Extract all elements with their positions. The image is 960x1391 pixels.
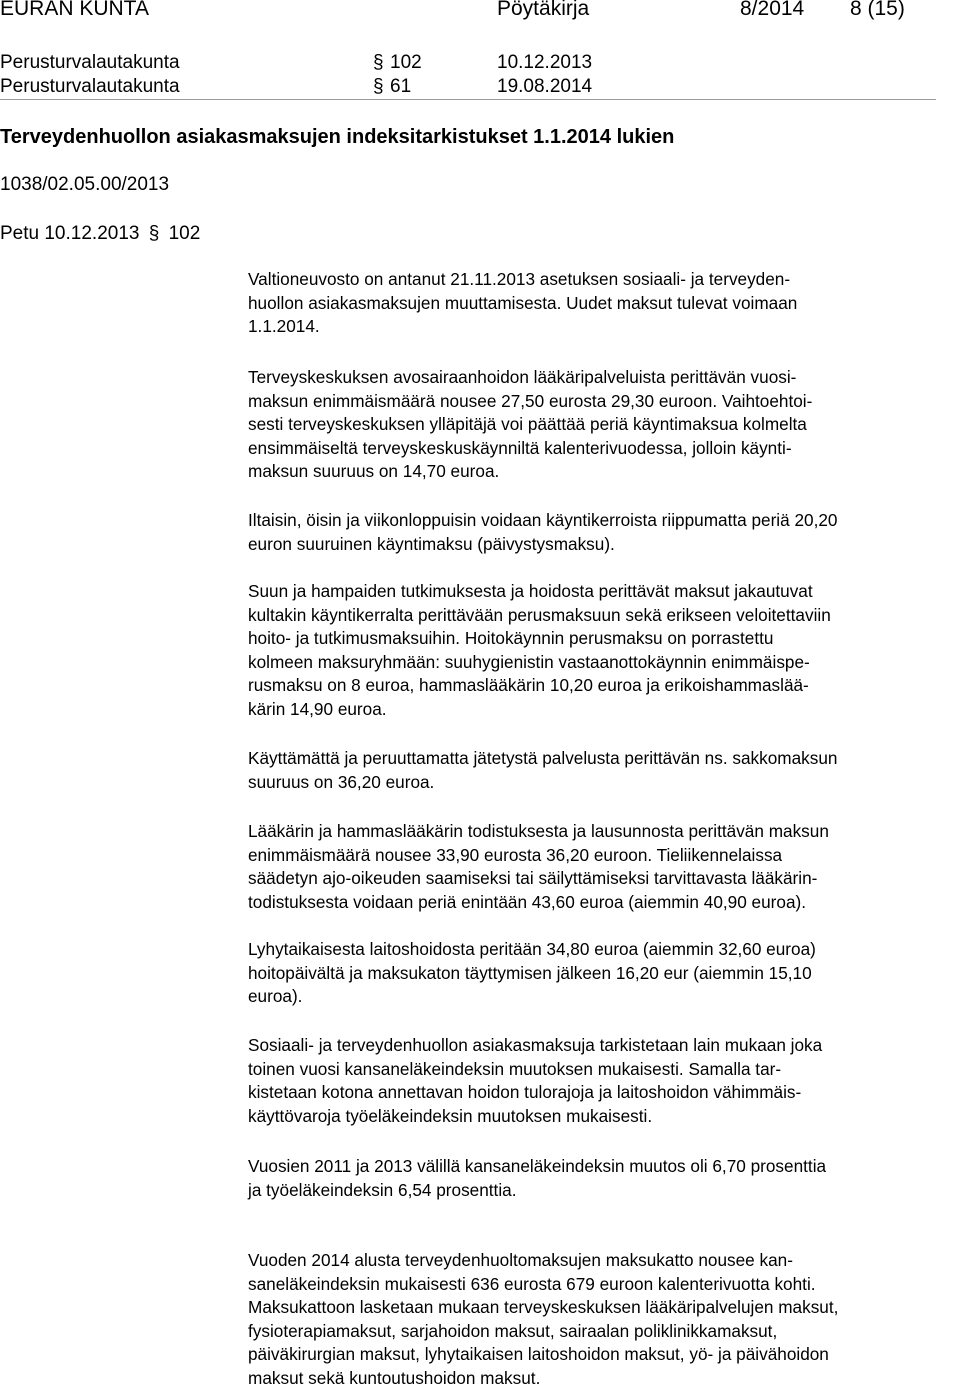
paragraph-line: käyttövaroja työeläkeindeksin muutoksen mukaisesti. — [248, 1105, 653, 1126]
paragraph-line: toinen vuosi kansaneläkeindeksin muutoksen mukaisesti. Samalla tar- — [248, 1058, 782, 1079]
paragraph-line: 1.1.2014. — [248, 316, 320, 337]
paragraph-line: euron suuruinen käyntimaksu (päivystysmaksu). — [248, 533, 615, 554]
header-divider — [0, 99, 936, 100]
paragraph-line: Terveyskeskuksen avosairaanhoidon lääkäripalveluista perittävän vuosi- — [248, 367, 797, 387]
page-number: 8 (15) — [850, 0, 905, 20]
paragraph-line: todistuksesta voidaan periä enintään 43,60 euroa (aiemmin 40,90 euroa). — [248, 891, 806, 912]
paragraph-line: kolmeen maksuryhmään: suuhygienistin vastaanottokäynnin enimmäispe- — [248, 651, 810, 672]
paragraph-line: ensimmäiseltä terveyskeskuskäynniltä kalenterivuodessa, jolloin käynti- — [248, 437, 792, 458]
paragraph-line: kistetaan kotona annettavan hoidon tulorajoja ja laitoshoidon vähimmäis- — [248, 1082, 802, 1103]
paragraph-line: Käyttämättä ja peruuttamatta jätetystä palvelusta perittävän ns. sakkomaksun — [248, 748, 838, 768]
document-type: Pöytäkirja — [497, 0, 590, 20]
paragraph-line: säädetyn ajo-oikeuden saamiseksi tai säilyttämiseksi tarvittavasta lääkärin- — [248, 868, 818, 889]
paragraph-line: Suun ja hampaiden tutkimuksesta ja hoidosta perittävät maksut jakautuvat — [248, 581, 813, 601]
previous-reference — [0, 222, 200, 246]
meeting-body: Perusturvalautakunta — [0, 76, 180, 97]
previous-reference-text: Petu 10.12.2013 — [0, 223, 140, 244]
section-number: 102 — [168, 223, 201, 244]
paragraph — [248, 747, 960, 794]
paragraph-line: Sosiaali- ja terveydenhuollon asiakasmaksuja tarkistetaan lain mukaan joka — [248, 1035, 823, 1055]
paragraph-line: maksun suuruus on 14,70 euroa. — [248, 461, 500, 482]
meeting-date: 19.08.2014 — [497, 76, 593, 97]
meeting-body: Perusturvalautakunta — [0, 52, 180, 73]
section-number: 102 — [390, 52, 422, 73]
paragraph — [248, 580, 960, 722]
diary-number: 1038/02.05.00/2013 — [0, 174, 170, 195]
organization-name: EURAN KUNTA — [0, 0, 149, 20]
paragraph — [248, 1034, 960, 1128]
paragraph-line: Vuosien 2011 ja 2013 välillä kansaneläkeindeksin muutos oli 6,70 prosenttia — [248, 1156, 827, 1176]
paragraph-line: saneläkeindeksin mukaisesti 636 eurosta 679 euroon kalenterivuotta kohti. — [248, 1273, 816, 1294]
paragraph-line: Vuoden 2014 alusta terveydenhuoltomaksujen maksukatto nousee kan- — [248, 1250, 793, 1270]
paragraph — [248, 268, 960, 339]
paragraph-line: kultakin käyntikerralta perittävään perusmaksuun sekä erikseen veloitettaviin — [248, 604, 831, 625]
section-sign: § — [148, 223, 160, 244]
page-header — [0, 0, 960, 24]
paragraph-line: kärin 14,90 euroa. — [248, 698, 387, 719]
paragraph-line: suuruus on 36,20 euroa. — [248, 771, 435, 792]
paragraph-line: hoitopäivältä ja maksukaton täyttymisen jälkeen 16,20 eur (aiemmin 15,10 — [248, 962, 812, 983]
paragraph-line: maksun enimmäismäärä nousee 27,50 eurosta 29,30 euroon. Vaihtoehtoi- — [248, 390, 813, 411]
paragraph-line: sesti terveyskeskuksen ylläpitäjä voi päättää periä käyntimaksua kolmelta — [248, 414, 807, 435]
section-number: 61 — [390, 76, 412, 97]
paragraph-line: euroa). — [248, 986, 303, 1007]
paragraph-line: Valtioneuvosto on antanut 21.11.2013 asetuksen sosiaali- ja terveyden- — [248, 269, 791, 289]
section-sign: § — [373, 52, 384, 73]
paragraph-line: Lääkärin ja hammaslääkärin todistuksesta ja lausunnosta perittävän maksun — [248, 821, 829, 841]
paragraph-line: Maksukattoon lasketaan mukaan terveyskeskuksen lääkäripalvelujen maksut, — [248, 1297, 839, 1318]
paragraph-line: maksut sekä kuntoutushoidon maksut. — [248, 1367, 541, 1388]
document-number: 8/2014 — [740, 0, 805, 20]
item-title: Terveydenhuollon asiakasmaksujen indeksitarkistukset 1.1.2014 lukien — [0, 126, 675, 148]
paragraph — [248, 820, 960, 914]
paragraph-line: hoito- ja tutkimusmaksuihin. Hoitokäynnin perusmaksu on porrastettu — [248, 628, 774, 649]
paragraph-line: Lyhytaikaisesta laitoshoidosta peritään 34,80 euroa (aiemmin 32,60 euroa) — [248, 939, 816, 959]
paragraph-line: ja työeläkeindeksin 6,54 prosenttia. — [248, 1179, 517, 1200]
paragraph — [248, 1249, 960, 1391]
paragraph — [248, 1155, 960, 1202]
paragraph-line: huollon asiakasmaksujen muuttamisesta. Uudet maksut tulevat voimaan — [248, 292, 798, 313]
paragraph-line: päiväkirurgian maksut, lyhytaikaisen laitoshoidon maksut, yö- ja päivähoidon — [248, 1344, 829, 1365]
paragraph-line: Iltaisin, öisin ja viikonloppuisin voidaan käyntikerroista riippumatta periä 20,20 — [248, 510, 838, 530]
paragraph — [248, 938, 960, 1009]
paragraph — [248, 509, 960, 556]
paragraph-line: rusmaksu on 8 euroa, hammaslääkärin 10,20 euroa ja erikoishammaslää- — [248, 675, 809, 696]
section-sign: § — [373, 76, 384, 97]
paragraph — [248, 366, 960, 484]
meeting-date: 10.12.2013 — [497, 52, 593, 73]
paragraph-line: fysioterapiamaksut, sarjahoidon maksut, sairaalan poliklinikkamaksut, — [248, 1320, 778, 1341]
paragraph-line: enimmäismäärä nousee 33,90 eurosta 36,20 euroon. Tieliikennelaissa — [248, 844, 783, 865]
